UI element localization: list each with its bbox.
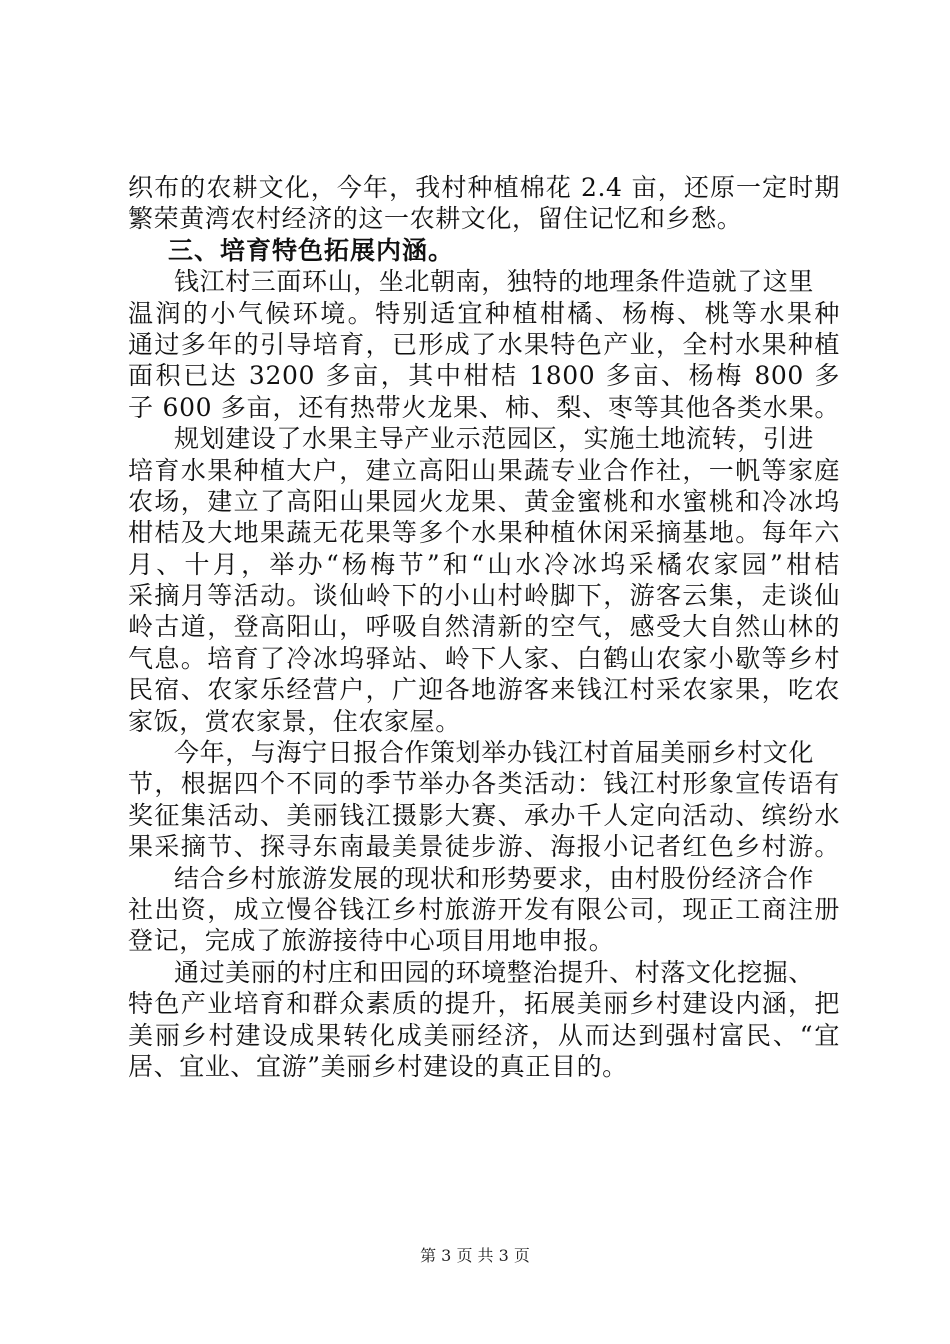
paragraph-line: 培育水果种植大户，建立高阳山果蔬专业合作社，一帆等家庭 (128, 455, 840, 485)
paragraph-line: 节，根据四个不同的季节举办各类活动：钱江村形象宣传语有 (128, 769, 840, 799)
paragraph-line: 美丽乡村建设成果转化成美丽经济，从而达到强村富民、“宜 (128, 1020, 840, 1050)
paragraph-line: 农场，建立了高阳山果园火龙果、黄金蜜桃和水蜜桃和冷冰坞 (128, 486, 840, 516)
paragraph-line: 织布的农耕文化，今年，我村种植棉花 2.4 亩，还原一定时期 (128, 173, 840, 202)
paragraph-line: 居、宜业、宜游”美丽乡村建设的真正目的。 (128, 1051, 628, 1081)
paragraph-line: 今年，与海宁日报合作策划举办钱江村首届美丽乡村文化 (174, 738, 815, 768)
paragraph-line: 月、十月，举办“杨梅节”和“山水冷冰坞采橘农家园”柑桔 (128, 549, 840, 579)
paragraph-line: 特色产业培育和群众素质的提升，拓展美丽乡村建设内涵，把 (128, 989, 840, 1019)
paragraph-line: 果采摘节、探寻东南最美景徒步游、海报小记者红色乡村游。 (128, 832, 840, 862)
paragraph-line: 规划建设了水果主导产业示范园区，实施土地流转，引进 (174, 424, 815, 454)
paragraph-line: 结合乡村旅游发展的现状和形势要求，由村股份经济合作 (174, 863, 815, 893)
paragraph-line: 采摘月等活动。谈仙岭下的小山村岭脚下，游客云集，走谈仙 (128, 581, 840, 611)
paragraph-line: 通过多年的引导培育，已形成了水果特色产业，全村水果种植 (128, 329, 840, 359)
paragraph-line: 民宿、农家乐经营户，广迎各地游客来钱江村采农家果，吃农 (128, 675, 840, 705)
paragraph-line: 家饭，赏农家景，住农家屋。 (128, 706, 461, 736)
paragraph-line: 温润的小气候环境。特别适宜种植柑橘、杨梅、桃等水果种 (128, 298, 840, 328)
paragraph-line: 子 600 多亩，还有热带火龙果、柿、梨、枣等其他各类水果。 (128, 392, 840, 422)
paragraph-line: 柑桔及大地果蔬无花果等多个水果种植休闲采摘基地。每年六 (128, 518, 840, 548)
paragraph-line: 登记，完成了旅游接待中心项目用地申报。 (128, 926, 615, 956)
paragraph-line: 社出资，成立慢谷钱江乡村旅游开发有限公司，现正工商注册 (128, 894, 840, 924)
paragraph-line: 气息。培育了冷冰坞驿站、岭下人家、白鹤山农家小歇等乡村 (128, 643, 840, 673)
paragraph-line: 通过美丽的村庄和田园的环境整治提升、村落文化挖掘、 (174, 957, 815, 987)
section-heading: 三、培育特色拓展内涵。 (168, 235, 455, 265)
page-number-label: 第 3 页 共 3 页 (420, 1246, 530, 1265)
paragraph-line: 繁荣黄湾农村经济的这一农耕文化，留住记忆和乡愁。 (128, 204, 743, 234)
page-footer (0, 1243, 950, 1266)
paragraph-line: 面积已达 3200 多亩，其中柑桔 1800 多亩、杨梅 800 多 (128, 361, 840, 391)
paragraph-line: 奖征集活动、美丽钱江摄影大赛、承办千人定向活动、缤纷水 (128, 800, 840, 830)
paragraph-line: 岭古道，登高阳山，呼吸自然清新的空气，感受大自然山林的 (128, 612, 840, 642)
paragraph-line: 钱江村三面环山，坐北朝南，独特的地理条件造就了这里 (174, 267, 815, 297)
document-body (128, 172, 840, 1082)
